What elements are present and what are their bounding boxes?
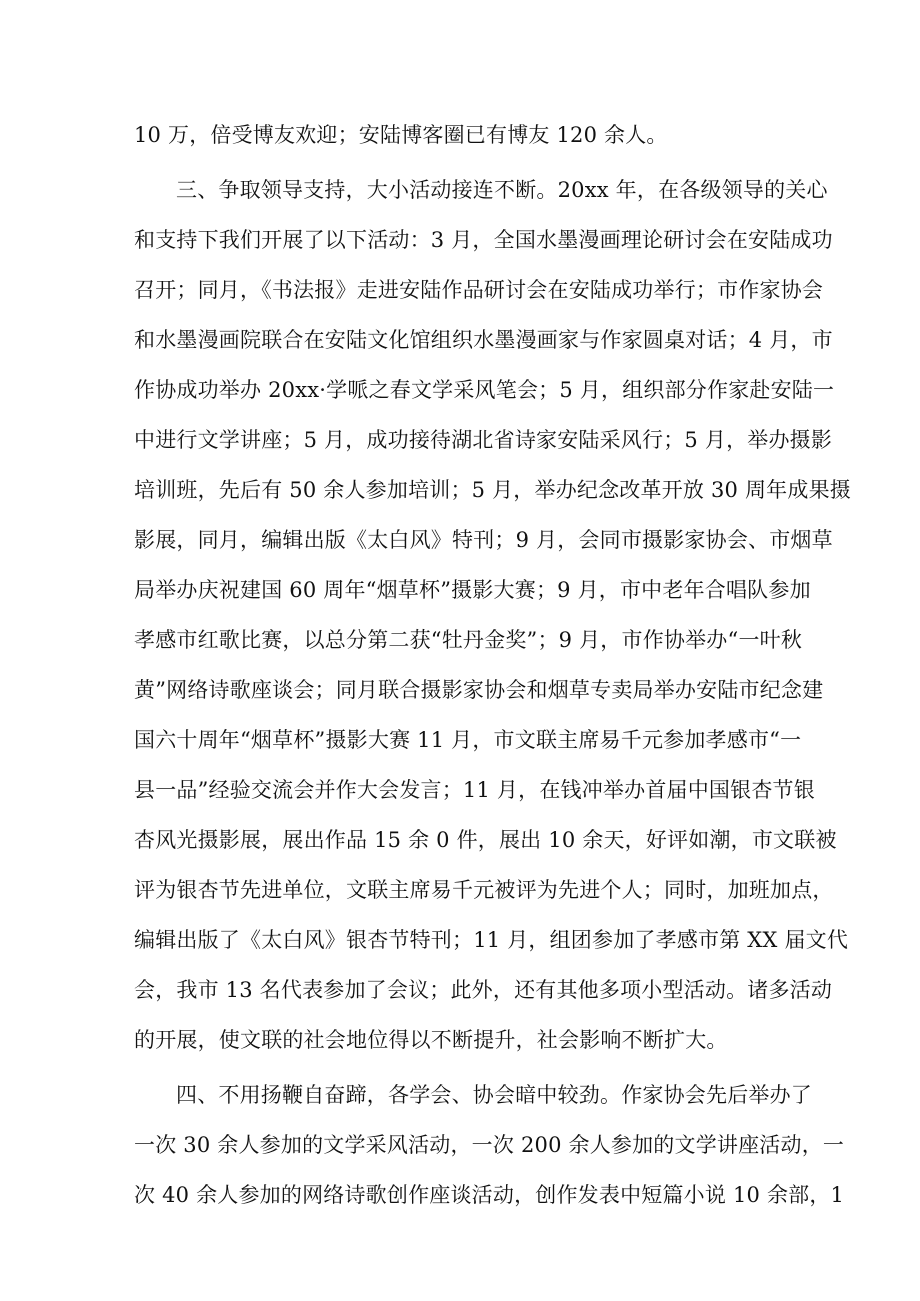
text-line: 和支持下我们开展了以下活动：3 月，全国水墨漫画理论研讨会在安陆成功 — [134, 228, 833, 252]
text-line: 中进行文学讲座；5 月，成功接待湖北省诗家安陆采风行；5 月，举办摄影 — [134, 428, 833, 452]
text-line: 编辑出版了《太白风》银杏节特刊；11 月，组团参加了孝感市第 XX 届文代 — [134, 928, 849, 952]
text-line: 的开展，使文联的社会地位得以不断提升，社会影响不断扩大。 — [134, 1028, 728, 1052]
text-line: 影展，同月，编辑出版《太白风》特刊；9 月，会同市摄影家协会、市烟草 — [134, 528, 833, 552]
text-line: 和水墨漫画院联合在安陆文化馆组织水墨漫画家与作家圆桌对话；4 月，市 — [134, 328, 833, 352]
text-line: 一次 30 余人参加的文学采风活动，一次 200 余人参加的文学讲座活动，一 — [134, 1133, 845, 1157]
text-line: 培训班，先后有 50 余人参加培训；5 月，举办纪念改革开放 30 周年成果摄 — [134, 478, 851, 502]
text-line: 作协成功举办 20xx·学哌之春文学采风笔会；5 月，组织部分作家赴安陆一 — [134, 378, 835, 402]
text-line: 召开；同月，《书法报》走进安陆作品研讨会在安陆成功举行；市作家协会 — [134, 278, 824, 302]
text-line: 评为银杏节先进单位，文联主席易千元被评为先进个人；同时，加班加点， — [134, 878, 834, 902]
paragraph-first-line: 四、不用扬鞭自奋蹄，各学会、协会暗中较劲。作家协会先后举办了 — [176, 1083, 812, 1107]
text-line: 会，我市 13 名代表参加了会议；此外，还有其他多项小型活动。诸多活动 — [134, 978, 833, 1002]
text-line: 黄”网络诗歌座谈会；同月联合摄影家协会和烟草专卖局举办安陆市纪念建 — [134, 678, 824, 702]
text-line: 杏风光摄影展，展出作品 15 余 0 件，展出 10 余天，好评如潮，市文联被 — [134, 828, 837, 852]
text-line: 10 万，倍受博友欢迎；安陆博客圈已有博友 120 余人。 — [134, 123, 668, 147]
text-line: 县一品”经验交流会并作大会发言；11 月，在钱冲举办首届中国银杏节银 — [134, 778, 815, 802]
text-line: 孝感市红歌比赛，以总分第二获“牡丹金奖”；9 月，市作协举办“一叶秋 — [134, 628, 803, 652]
paragraph-first-line: 三、争取领导支持，大小活动接连不断。20xx 年，在各级领导的关心 — [176, 178, 828, 202]
text-line: 局举办庆祝建国 60 周年“烟草杯”摄影大赛；9 月，市中老年合唱队参加 — [134, 578, 811, 602]
text-line: 次 40 余人参加的网络诗歌创作座谈活动，创作发表中短篇小说 10 余部，1 — [134, 1183, 845, 1207]
text-line: 国六十周年“烟草杯”摄影大赛 11 月，市文联主席易千元参加孝感市“一 — [134, 728, 802, 752]
